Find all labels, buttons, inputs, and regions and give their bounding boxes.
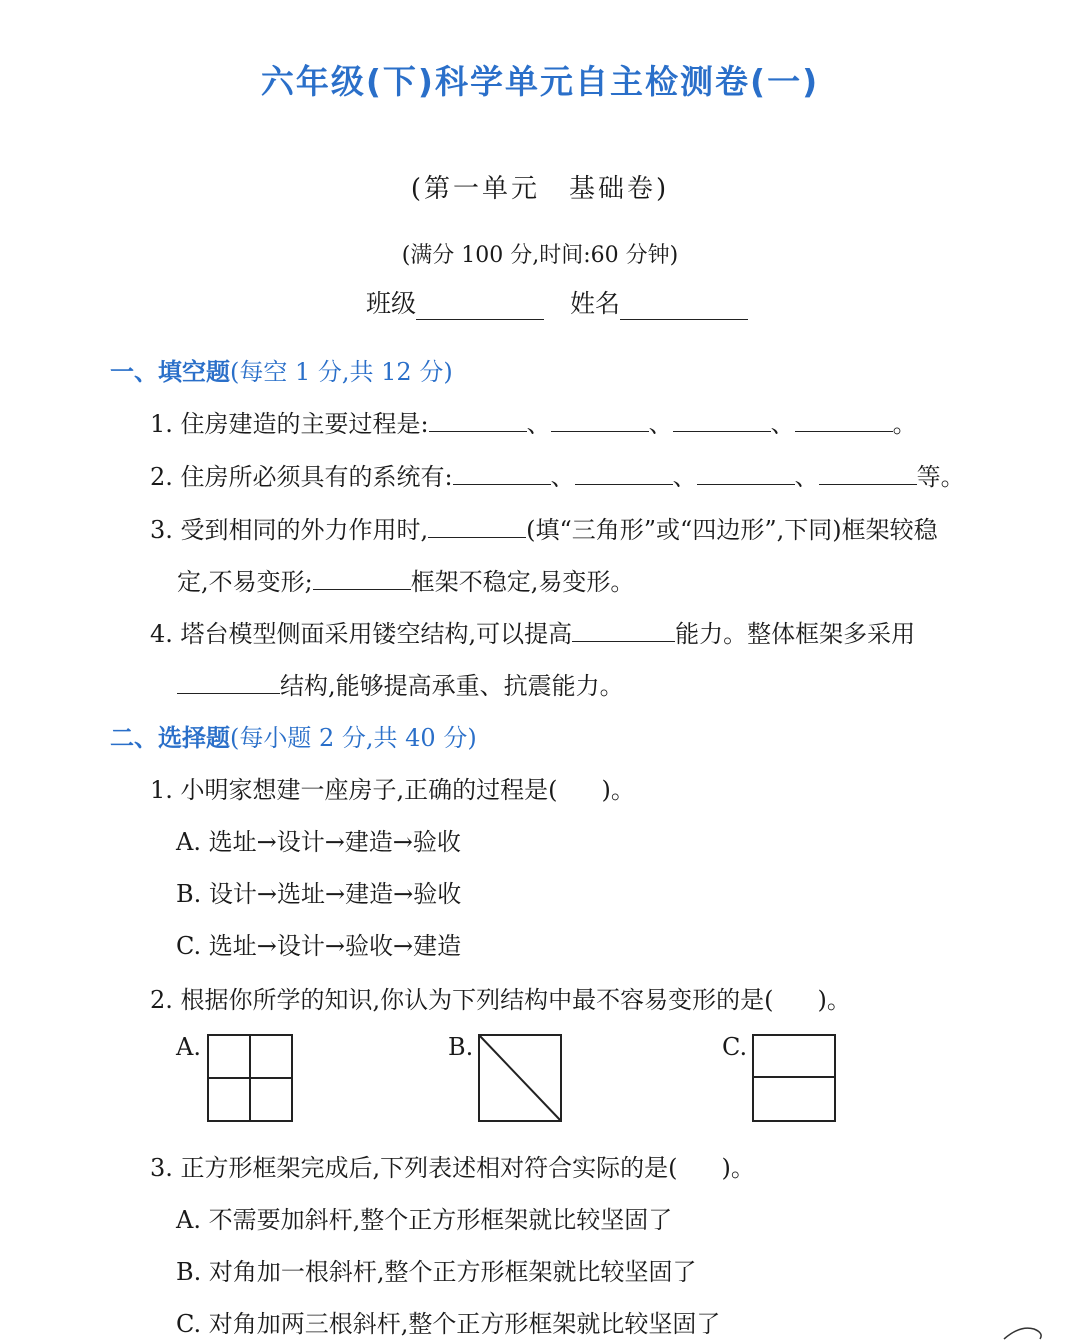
- q2-end: 等。: [916, 463, 965, 491]
- answer-blank[interactable]: [551, 409, 649, 432]
- section-multiple-choice: [110, 718, 477, 753]
- pencil-mark-icon: [1000, 1319, 1060, 1341]
- fill-question-3: [150, 510, 938, 545]
- q1-end: 。: [892, 410, 917, 438]
- section2-note: (每小题 2 分,共 40 分): [230, 724, 477, 752]
- answer-blank[interactable]: [429, 409, 527, 432]
- fill-question-1: [150, 404, 917, 439]
- class-blank[interactable]: [416, 289, 544, 320]
- choice-question-3: [150, 1148, 755, 1183]
- q3-mid: (填“三角形”或“四边形”,下同)框架较稳: [526, 516, 938, 544]
- figure-c-label: C.: [722, 1033, 748, 1061]
- option-b[interactable]: B. 对角加一根斜杆,整个正方形框架就比较坚固了: [176, 1258, 697, 1286]
- section1-note: (每空 1 分,共 12 分): [230, 358, 453, 386]
- answer-blank[interactable]: [795, 409, 893, 432]
- choice-question-1: [150, 770, 635, 805]
- separator: 、: [770, 410, 795, 438]
- name-field: [570, 284, 748, 320]
- section1-title: 一、填空题: [110, 358, 230, 386]
- answer-blank[interactable]: [673, 409, 771, 432]
- mc3-end: )。: [721, 1154, 755, 1182]
- figure-b-label: B.: [448, 1033, 474, 1061]
- mc2-end: )。: [817, 986, 851, 1014]
- answer-blank[interactable]: [177, 671, 280, 694]
- answer-blank[interactable]: [572, 619, 675, 642]
- option-a[interactable]: A. 选址→设计→建造→验收: [176, 828, 461, 856]
- fill-question-4: [150, 614, 915, 649]
- fill-question-4-cont: [177, 666, 624, 701]
- separator: 、: [794, 463, 819, 491]
- q2-text: 2. 住房所必须具有的系统有:: [150, 463, 453, 491]
- option-c[interactable]: C. 选址→设计→验收→建造: [176, 932, 462, 960]
- q3-line2-start: 定,不易变形;: [177, 568, 313, 596]
- answer-blank[interactable]: [819, 462, 917, 485]
- q4-mid: 能力。整体框架多采用: [675, 620, 916, 648]
- name-blank[interactable]: [620, 289, 748, 320]
- q4-start: 4. 塔台模型侧面采用镂空结构,可以提高: [150, 620, 573, 648]
- student-info: [366, 284, 748, 320]
- answer-blank[interactable]: [697, 462, 795, 485]
- option-a[interactable]: A. 不需要加斜杆,整个正方形框架就比较坚固了: [176, 1206, 673, 1234]
- figure-a-label: A.: [176, 1033, 201, 1061]
- answer-blank[interactable]: [428, 515, 526, 538]
- figure-b-diagonal-square[interactable]: [477, 1033, 563, 1123]
- section-fill-in: [110, 352, 453, 387]
- figure-a-grid-square[interactable]: [206, 1033, 294, 1123]
- q3-line2-end: 框架不稳定,易变形。: [410, 568, 635, 596]
- choice-question-2: [150, 980, 851, 1015]
- page-title: 六年级(下)科学单元自主检测卷(一): [260, 62, 820, 101]
- mc1-end: )。: [601, 776, 635, 804]
- score-time-note: (满分 100 分,时间:60 分钟): [401, 243, 679, 268]
- answer-blank[interactable]: [313, 567, 411, 590]
- separator: 、: [526, 410, 551, 438]
- name-label: 姓名: [570, 289, 621, 318]
- fill-question-3-cont: [177, 562, 634, 597]
- answer-blank[interactable]: [453, 462, 551, 485]
- mc3-text: 3. 正方形框架完成后,下列表述相对符合实际的是(: [150, 1154, 678, 1182]
- figure-c-split-rectangle[interactable]: [751, 1033, 837, 1123]
- class-label: 班级: [366, 289, 417, 318]
- separator: 、: [550, 463, 575, 491]
- class-field: [366, 284, 544, 320]
- section2-title: 二、选择题: [110, 724, 230, 752]
- q4-line2-end: 结构,能够提高承重、抗震能力。: [280, 672, 624, 700]
- option-b[interactable]: B. 设计→选址→建造→验收: [176, 880, 462, 908]
- fill-question-2: [150, 457, 965, 492]
- page-subtitle: (第一单元 基础卷): [410, 174, 670, 204]
- option-c[interactable]: C. 对角加两三根斜杆,整个正方形框架就比较坚固了: [176, 1310, 721, 1338]
- separator: 、: [648, 410, 673, 438]
- q3-start: 3. 受到相同的外力作用时,: [150, 516, 429, 544]
- q1-text: 1. 住房建造的主要过程是:: [150, 410, 429, 438]
- mc2-text: 2. 根据你所学的知识,你认为下列结构中最不容易变形的是(: [150, 986, 774, 1014]
- mc1-text: 1. 小明家想建一座房子,正确的过程是(: [150, 776, 558, 804]
- separator: 、: [672, 463, 697, 491]
- answer-blank[interactable]: [575, 462, 673, 485]
